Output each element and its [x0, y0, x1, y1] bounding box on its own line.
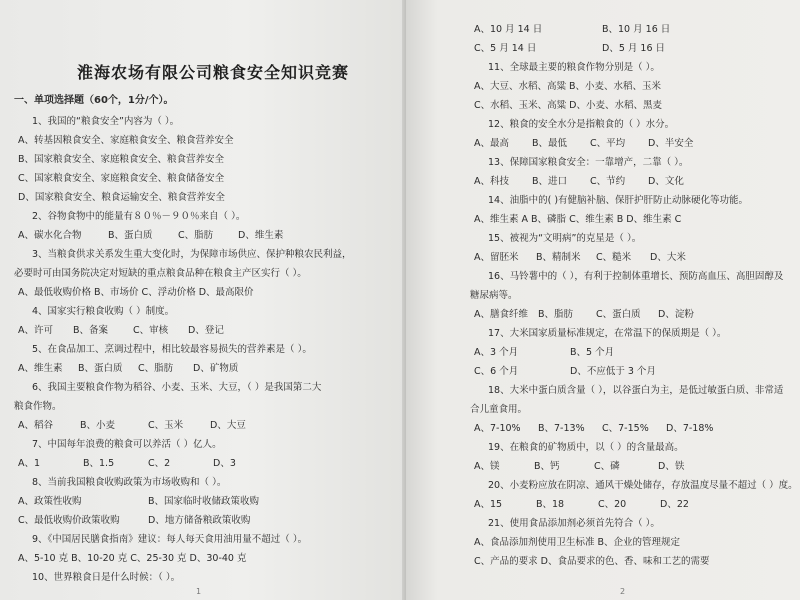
question-text: 15、被视为“文明病”的克星是（ ）。: [488, 233, 642, 244]
answer-option: B、国家临时收储政策收购: [148, 496, 260, 507]
option-row: [470, 343, 790, 362]
option-row: [14, 359, 394, 378]
answer-option: A、7-10%: [474, 423, 521, 434]
answer-option: D、半安全: [648, 138, 694, 149]
option-row: [470, 419, 790, 438]
option-row: [470, 305, 790, 324]
answer-option: C、蛋白质: [596, 309, 641, 320]
answer-option: D、大米: [650, 252, 686, 263]
question-text: 13、保障国家粮食安全：一靠增产，二靠（ ）。: [488, 157, 689, 168]
answer-option: B、小麦: [80, 420, 116, 431]
answer-options: A、转基因粮食安全、家庭粮食安全、粮食营养安全: [18, 135, 234, 146]
question-text: 17、大米国家质量标准规定，在常温下的保质期是（ ）。: [488, 328, 727, 339]
answer-option: D、5 月 16 日: [602, 43, 666, 54]
question-text: 19、在粮食的矿物质中，以（ ）的含量最高。: [488, 442, 684, 453]
option-row: [14, 321, 394, 340]
answer-option: D、不应低于 3 个月: [570, 366, 656, 377]
question-text: 4、国家实行粮食收购（ ）制度。: [32, 306, 175, 317]
answer-option: C、糙米: [596, 252, 632, 263]
answer-option: C、6 个月: [474, 366, 519, 377]
answer-option: A、3 个月: [474, 347, 519, 358]
left-page-number: 1: [196, 587, 202, 596]
answer-option: D、文化: [648, 176, 684, 187]
question-text-continued: 糖尿病等。: [470, 290, 518, 301]
question-text: 12、粮食的安全水分是指粮食的（ ）水分。: [488, 119, 675, 130]
question-text: 1、我国的“粮食安全”内容为（ ）。: [32, 116, 180, 127]
option-row: [14, 511, 394, 530]
answer-option: C、平均: [590, 138, 626, 149]
question-text: 3、当粮食供求关系发生重大变化时，为保障市场供应、保护种粮农民利益，: [32, 249, 352, 260]
answer-option: D、大豆: [210, 420, 246, 431]
answer-options: C、产品的要求 D、食品要求的色、香、味和工艺的需要: [474, 556, 710, 567]
answer-option: C、2: [148, 458, 171, 469]
question-text: 21、使用食品添加剂必须首先符合（ ）。: [488, 518, 660, 529]
answer-option: A、科技: [474, 176, 509, 187]
answer-option: B、18: [536, 499, 565, 510]
answer-option: C、脂肪: [138, 363, 174, 374]
answer-option: C、7-15%: [602, 423, 649, 434]
answer-option: A、最高: [474, 138, 509, 149]
option-row: [14, 454, 394, 473]
answer-option: D、铁: [658, 461, 685, 472]
answer-options: A、5-10 克 B、10-20 克 C、25-30 克 D、30-40 克: [18, 553, 247, 564]
question-text: 8、当前我国粮食收购政策为市场收购和（ ）。: [32, 477, 227, 488]
answer-options: A、大豆、水稻、高粱 B、小麦、水稻、玉米: [474, 81, 662, 92]
question-text: 6、我国主要粮食作物为稻谷、小麦、玉米、大豆，（ ）是我国第二大: [32, 382, 322, 393]
answer-option: B、备案: [73, 325, 109, 336]
answer-option: C、节约: [590, 176, 626, 187]
left-question-list: [14, 112, 394, 587]
question-text-continued: 粮食作物。: [14, 401, 62, 412]
option-row: [470, 39, 790, 58]
answer-option: A、维生素: [18, 363, 63, 374]
answer-option: B、脂肪: [538, 309, 574, 320]
question-text: 7、中国每年浪费的粮食可以养活（ ）亿人。: [32, 439, 222, 450]
question-text: 11、全球最主要的粮食作物分别是（ ）。: [488, 62, 660, 73]
answer-option: B、10 月 16 日: [602, 24, 671, 35]
answer-option: A、碳水化合物: [18, 230, 82, 241]
section-heading: 一、单项选择题（60个，1分/个）。: [14, 95, 174, 106]
answer-options: C、水稻、玉米、高粱 D、小麦、水稻、黑麦: [474, 100, 662, 111]
answer-option: B、5 个月: [570, 347, 615, 358]
question-text-continued: 合儿童食用。: [470, 404, 528, 415]
answer-option: A、稻谷: [18, 420, 53, 431]
answer-option: C、最低收购价政策收购: [18, 515, 120, 526]
answer-option: A、镁: [474, 461, 500, 472]
answer-option: C、磷: [594, 461, 620, 472]
answer-option: B、蛋白质: [108, 230, 153, 241]
answer-option: D、7-18%: [666, 423, 714, 434]
option-row: [14, 416, 394, 435]
question-text: 18、大米中蛋白质含量（ ），以谷蛋白为主，是低过敏蛋白质、非常适: [488, 385, 784, 396]
option-row: [470, 248, 790, 267]
question-text-continued: 必要时可由国务院决定对短缺的重点粮食品种在粮食主产区实行（ ）。: [14, 268, 307, 279]
answer-option: C、审核: [133, 325, 169, 336]
answer-option: D、22: [660, 499, 689, 510]
answer-option: C、20: [598, 499, 627, 510]
answer-option: B、7-13%: [538, 423, 585, 434]
option-row: [470, 495, 790, 514]
answer-options: A、食品添加剂使用卫生标准 B、企业的管理规定: [474, 537, 681, 548]
question-text: 2、谷物食物中的能量有８０％－９０％来自（ ）。: [32, 211, 246, 222]
answer-option: D、3: [213, 458, 236, 469]
answer-option: B、钙: [534, 461, 560, 472]
question-text: 10、世界粮食日是什么时候：（ ）。: [32, 572, 181, 583]
right-page: [406, 0, 800, 600]
question-text: 16、马铃薯中的（ ），有利于控制体重增长、预防高血压、高胆固醇及: [488, 271, 784, 282]
answer-options: A、维生素 A B、磷脂 C、维生素 B D、维生素 C: [474, 214, 682, 225]
answer-option: A、膳食纤维: [474, 309, 528, 320]
option-row: [14, 492, 394, 511]
answer-options: A、最低收购价格 B、市场价 C、浮动价格 D、最高限价: [18, 287, 254, 298]
answer-option: B、进口: [532, 176, 568, 187]
answer-option: B、最低: [532, 138, 568, 149]
answer-option: D、矿物质: [193, 363, 239, 374]
answer-option: D、淀粉: [658, 309, 694, 320]
question-text: 5、在食品加工、烹调过程中，相比较最容易损失的营养素是（ ）。: [32, 344, 312, 355]
answer-option: C、5 月 14 日: [474, 43, 537, 54]
answer-option: A、1: [18, 458, 41, 469]
answer-options: B、国家粮食安全、家庭粮食安全、粮食营养安全: [18, 154, 225, 165]
option-row: [470, 20, 790, 39]
answer-option: D、地方储备粮政策收购: [148, 515, 251, 526]
answer-option: B、蛋白质: [78, 363, 123, 374]
question-text: 9、《中国居民膳食指南》建议：每人每天食用油用量不超过（ ）。: [32, 534, 308, 545]
question-text: 20、小麦粉应放在阴凉、通风干燥处储存，存放温度尽量不超过（ ）度。: [488, 480, 798, 491]
answer-option: C、玉米: [148, 420, 184, 431]
right-page-number: 2: [620, 587, 626, 596]
answer-options: D、国家粮食安全、粮食运输安全、粮食营养安全: [18, 192, 225, 203]
option-row: [470, 134, 790, 153]
answer-option: D、登记: [188, 325, 224, 336]
option-row: [470, 172, 790, 191]
option-row: [470, 457, 790, 476]
answer-option: A、15: [474, 499, 503, 510]
answer-options: C、国家粮食安全、家庭粮食安全、粮食储备安全: [18, 173, 225, 184]
answer-option: A、10 月 14 日: [474, 24, 543, 35]
answer-option: A、留胚米: [474, 252, 519, 263]
document-title: 淮海农场有限公司粮食安全知识竞赛: [76, 63, 349, 82]
option-row: [470, 362, 790, 381]
option-row: [14, 226, 394, 245]
answer-option: B、1.5: [83, 458, 115, 469]
question-text: 14、油脂中的( )有健脑补脑、保肝护肝防止动脉硬化等功能。: [488, 195, 749, 206]
answer-option: B、精制米: [536, 252, 581, 263]
answer-option: D、维生素: [238, 230, 284, 241]
right-question-list: [470, 20, 798, 571]
answer-option: A、政策性收购: [18, 496, 82, 507]
answer-option: C、脂肪: [178, 230, 214, 241]
answer-option: A、许可: [18, 325, 53, 336]
